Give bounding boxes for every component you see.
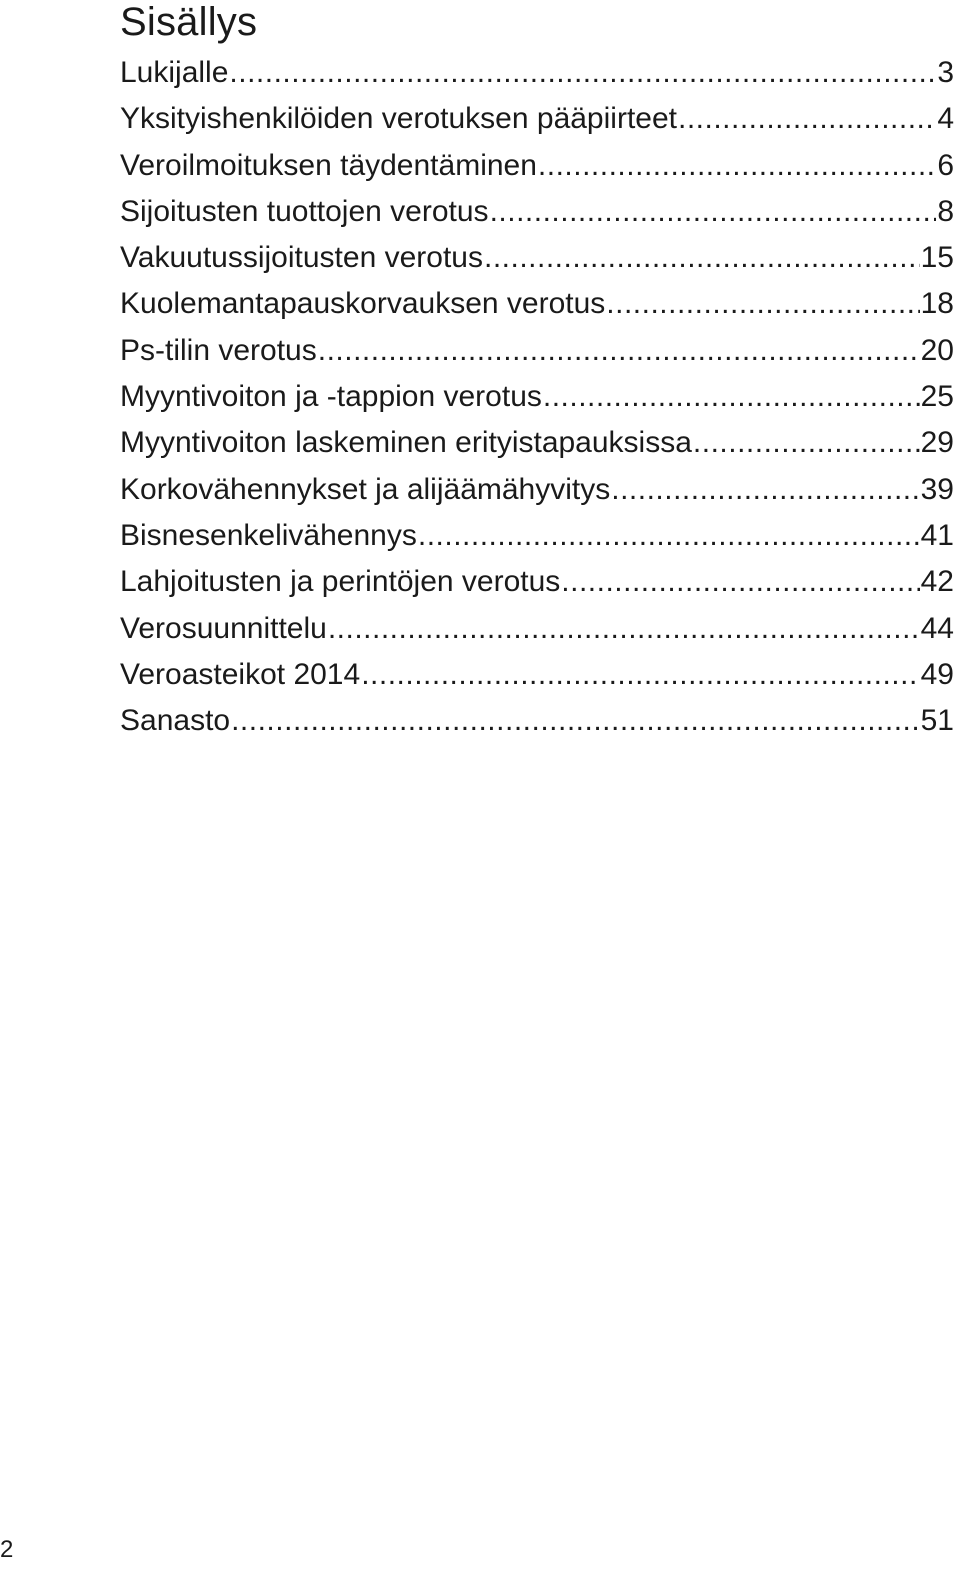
- page-number: 2: [0, 1536, 14, 1563]
- toc-entry-title: Lahjoitusten ja perintöjen verotus: [120, 565, 561, 599]
- toc-entry-title: Vakuutussijoitusten verotus: [120, 241, 483, 275]
- toc-dot-leader: [561, 559, 919, 605]
- toc-dot-leader: [693, 420, 920, 466]
- toc-entry-page: 51: [920, 704, 954, 738]
- toc-entry-title: Sanasto: [120, 704, 231, 738]
- toc-entry-title: Bisnesenkelivähennys: [120, 518, 417, 552]
- toc-entry-page: 20: [920, 333, 954, 367]
- toc-entry-page: 39: [920, 472, 954, 506]
- toc-entry-page: 6: [937, 148, 954, 182]
- toc-entry-title: Korkovähennykset ja alijäämähyvitys: [120, 472, 611, 506]
- toc-entry-title: Veroasteikot 2014: [120, 657, 361, 691]
- toc-dot-leader: [231, 698, 920, 744]
- toc-entry-title: Myyntivoiton laskeminen erityistapauksissa: [120, 426, 692, 460]
- toc-dot-leader: [538, 143, 936, 189]
- toc-entry-page: 8: [937, 194, 954, 228]
- page-title: Sisällys: [120, 0, 258, 44]
- toc-entry-veroasteikot[interactable]: [120, 652, 954, 698]
- toc-entry-title: Kuolemantapauskorvauksen verotus: [120, 287, 606, 321]
- toc-entry-title: Yksityishenkilöiden verotuksen pääpiirteet: [120, 102, 677, 136]
- toc-dot-leader: [543, 374, 920, 420]
- toc-entry-title: Sijoitusten tuottojen verotus: [120, 194, 489, 228]
- toc-entry-kuolemantapauskorvaus[interactable]: [120, 281, 954, 327]
- toc-dot-leader: [328, 606, 920, 652]
- toc-entry-page: 29: [920, 426, 954, 460]
- toc-entry-page: 4: [937, 102, 954, 136]
- toc-dot-leader: [606, 281, 919, 327]
- toc-entry-lukijalle[interactable]: [120, 50, 954, 96]
- toc-entry-title: Myyntivoiton ja -tappion verotus: [120, 380, 542, 414]
- toc-entry-erityistapaukset[interactable]: [120, 420, 954, 466]
- toc-entry-veroilmoitus[interactable]: [120, 143, 954, 189]
- toc-entry-vakuutussijoitukset[interactable]: [120, 235, 954, 281]
- toc-entry-title: Lukijalle: [120, 56, 229, 89]
- toc-entry-page: 42: [920, 565, 954, 599]
- toc-dot-leader: [484, 235, 920, 281]
- toc-entry-page: 3: [937, 56, 954, 89]
- toc-entry-sijoitusten-tuotot[interactable]: [120, 189, 954, 235]
- toc-entry-page: 49: [920, 657, 954, 691]
- table-of-contents: [120, 50, 954, 744]
- toc-dot-leader: [490, 189, 937, 235]
- toc-entry-title: Veroilmoituksen täydentäminen: [120, 148, 537, 182]
- toc-entry-title: Ps-tilin verotus: [120, 333, 317, 367]
- toc-entry-sanasto[interactable]: [120, 698, 954, 744]
- toc-entry-page: 25: [920, 380, 954, 414]
- toc-dot-leader: [361, 652, 919, 698]
- toc-entry-myyntivoitto[interactable]: [120, 374, 954, 420]
- toc-entry-page: 18: [920, 287, 954, 321]
- toc-dot-leader: [678, 96, 936, 142]
- toc-entry-page: 44: [920, 611, 954, 645]
- toc-entry-ps-tili[interactable]: [120, 328, 954, 374]
- toc-entry-page: 41: [920, 518, 954, 552]
- toc-dot-leader: [611, 467, 919, 513]
- toc-dot-leader: [418, 513, 920, 559]
- toc-entry-page: 15: [920, 241, 954, 275]
- toc-entry-paapiirteet[interactable]: [120, 96, 954, 142]
- toc-entry-title: Verosuunnittelu: [120, 611, 327, 645]
- toc-entry-bisnesenkeli[interactable]: [120, 513, 954, 559]
- toc-entry-verosuunnittelu[interactable]: [120, 606, 954, 652]
- toc-dot-leader: [229, 50, 936, 96]
- toc-dot-leader: [318, 328, 920, 374]
- toc-entry-lahjoitukset[interactable]: [120, 559, 954, 605]
- toc-entry-korkovahennykset[interactable]: [120, 467, 954, 513]
